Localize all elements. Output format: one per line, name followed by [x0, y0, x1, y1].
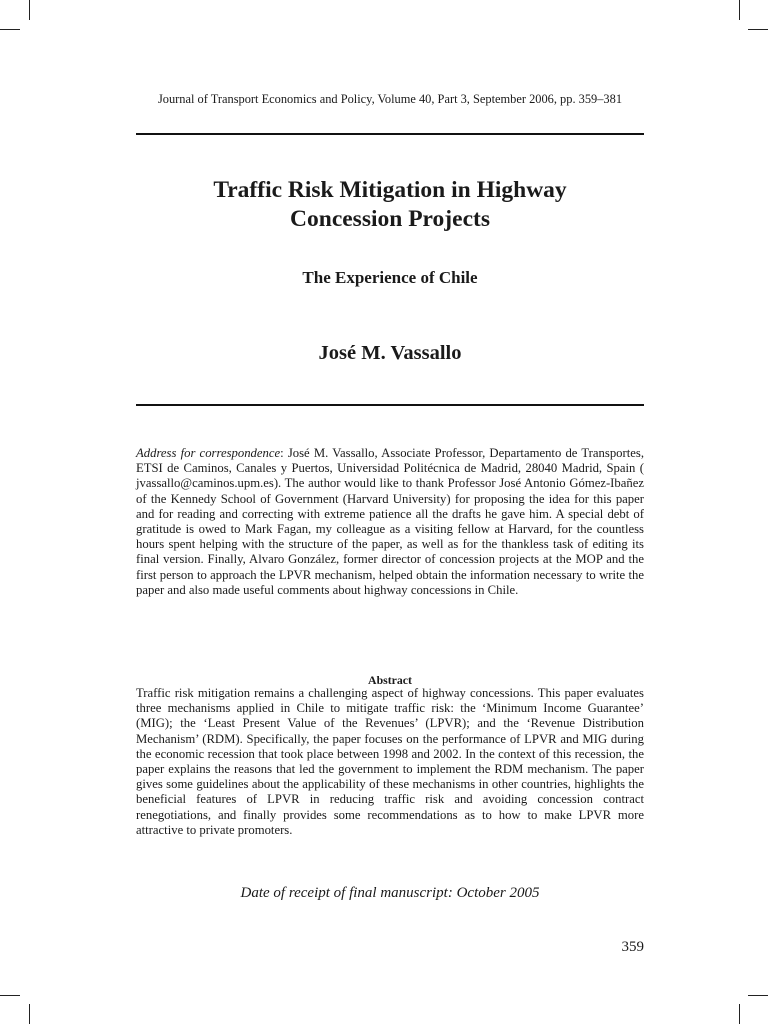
crop-mark-bottom-left-vertical	[29, 1004, 30, 1024]
crop-mark-top-right-horizontal	[748, 29, 768, 30]
crop-mark-bottom-right-horizontal	[748, 995, 768, 996]
correspondence-paragraph	[136, 446, 644, 598]
crop-mark-top-left-horizontal	[0, 29, 20, 30]
crop-mark-bottom-right-vertical	[739, 1004, 740, 1024]
crop-mark-top-left-vertical	[29, 0, 30, 20]
title-line-1: Traffic Risk Mitigation in Highway	[213, 177, 567, 203]
correspondence-text: : José M. Vassallo, Associate Professor, Departamento de Transportes, ETSI de Caminos, Canales y Puertos, Universidad Politécnica de Madrid, 28040 Madrid, Spain ( jvassallo@caminos.upm.es). The author would like to thank Professor José Antonio Gómez-Ibañez of the Kennedy School of Government (Harvard University) for proposing the idea for this paper and for reading and correcting with extreme patience all the drafts he gave him. A special debt of gratitude is owed to Mark Fagan, my colleague as a visiting fellow at Harvard, for the countless hours spent helping with the structure of the paper, as well as for the thankless task of editing its final version. Finally, Alvaro González, former director of concession projects at the MOP and the first person to approach the LPVR mechanism, helped obtain the information necessary to write the paper and also made useful comments about highway concessions in Chile.	[136, 446, 644, 597]
crop-mark-top-right-vertical	[739, 0, 740, 20]
journal-citation: Journal of Transport Economics and Policy, Volume 40, Part 3, September 2006, pp. 359–381	[157, 92, 623, 106]
author-rule	[136, 404, 644, 406]
title-line-2: Concession Projects	[290, 206, 490, 232]
abstract-text: Traffic risk mitigation remains a challenging aspect of highway concessions. This paper evaluates three mechanisms applied in Chile to mitigate traffic risk: the ‘Minimum Income Guarantee’ (MIG); the ‘Least Present Value of the Revenues’ (LPVR); and the ‘Revenue Distribution Mechanism’ (RDM). Specifically, the paper focuses on the performance of LPVR and MIG during the economic recession that took place between 1998 and 2002. In the context of this recession, the paper explains the reasons that led the government to implement the RDM mechanism. The paper gives some guidelines about the applicability of these mechanisms in other countries, highlights the beneficial features of LPVR in reducing traffic risk and avoiding concession contract renegotiations, and finally provides some recommendations as to how to make LPVR more attractive to private promoters.	[136, 686, 644, 837]
article-author: José M. Vassallo	[318, 342, 462, 364]
article-title	[136, 176, 644, 234]
top-rule	[136, 133, 644, 135]
crop-mark-bottom-left-horizontal	[0, 995, 20, 996]
page-number: 359	[621, 939, 644, 955]
article-subtitle: The Experience of Chile	[302, 268, 478, 287]
manuscript-receipt-date: Date of receipt of final manuscript: October 2005	[240, 885, 540, 901]
correspondence-label: Address for correspondence	[136, 446, 281, 460]
abstract-heading: Abstract	[368, 673, 412, 687]
